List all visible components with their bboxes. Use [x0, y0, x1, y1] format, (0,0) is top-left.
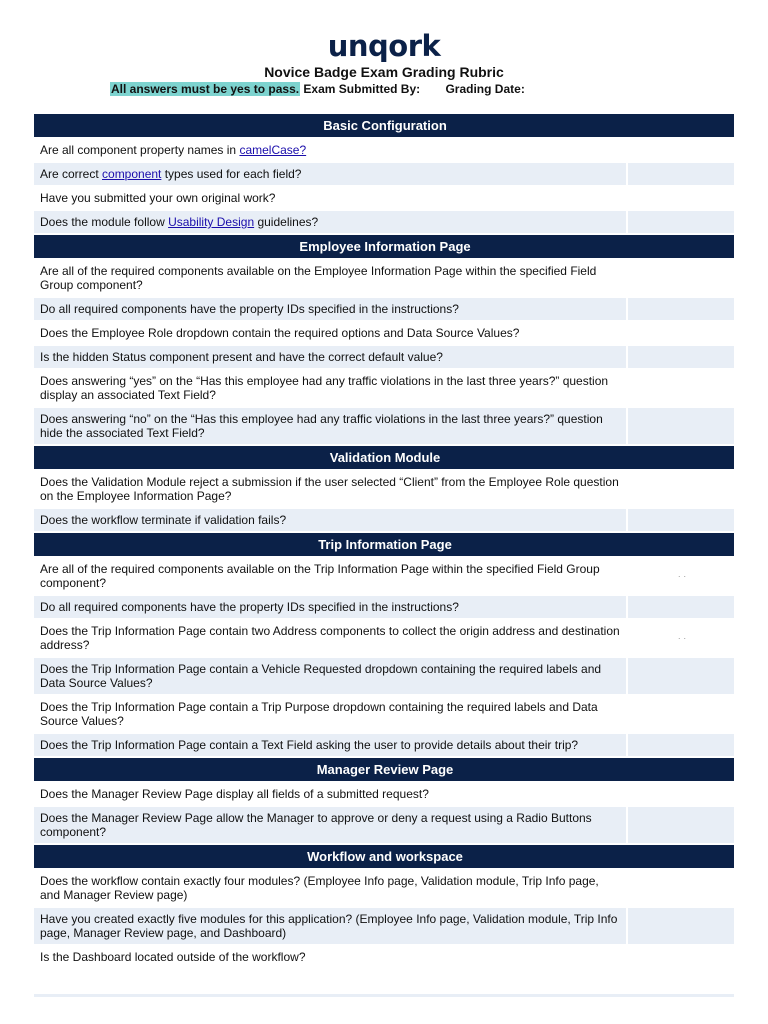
table-row: [34, 210, 734, 234]
document-title: Novice Badge Exam Grading Rubric: [264, 64, 504, 80]
answer-cell[interactable]: [627, 595, 734, 619]
question-text: Are correct component types used for each field?: [34, 162, 627, 186]
table-row: [34, 806, 734, 844]
table-row: [34, 345, 734, 369]
answer-cell[interactable]: [627, 806, 734, 844]
question-text: Does the module follow Usability Design guidelines?: [34, 210, 627, 234]
table-row: [34, 369, 734, 407]
reference-link[interactable]: camelCase?: [239, 143, 307, 157]
section-header: [34, 844, 734, 869]
answer-cell[interactable]: [627, 162, 734, 186]
answer-cell[interactable]: [627, 470, 734, 508]
table-row: [34, 508, 734, 532]
answer-cell[interactable]: [627, 695, 734, 733]
table-row: [34, 259, 734, 297]
exam-info-line: [110, 81, 525, 97]
table-row: [34, 695, 734, 733]
table-row: [34, 733, 734, 757]
section-title: Basic Configuration: [34, 114, 734, 138]
section-title: Manager Review Page: [34, 757, 734, 782]
answer-cell[interactable]: [627, 321, 734, 345]
section-header: [34, 114, 734, 138]
question-text: Does answering “yes” on the “Has this employee had any traffic violations in the last three years?” question display an associated Text Field?: [34, 369, 627, 407]
table-row: [34, 162, 734, 186]
question-text: Does the Trip Information Page contain two Address components to collect the origin address and destination address?: [34, 619, 627, 657]
pass-requirement-note: All answers must be yes to pass.: [111, 82, 300, 96]
answer-cell[interactable]: [627, 782, 734, 806]
table-row: [34, 994, 734, 997]
question-text: Does the workflow terminate if validation fails?: [34, 508, 627, 532]
question-text: Does the workflow contain exactly four modules? (Employee Info page, Validation module, Trip Info page, and Manager Review page): [34, 869, 627, 907]
question-text: Does answering “no” on the “Has this employee had any traffic violations in the last three years?” question hide the associated Text Field?: [34, 407, 627, 445]
section-title: Trip Information Page: [34, 532, 734, 557]
table-row: [34, 138, 734, 162]
answer-cell[interactable]: [627, 945, 734, 969]
answer-cell[interactable]: [627, 259, 734, 297]
table-row: [34, 557, 734, 595]
question-text: Does the Trip Information Page contain a Vehicle Requested dropdown containing the required labels and Data Source Values?: [34, 657, 627, 695]
answer-cell[interactable]: [627, 733, 734, 757]
grading-rubric-table: [34, 114, 734, 970]
submitted-by-label: Exam Submitted By:: [303, 82, 421, 96]
table-row: [34, 619, 734, 657]
answer-cell[interactable]: [627, 186, 734, 210]
table-row: [34, 186, 734, 210]
question-text: Does the Validation Module reject a submission if the user selected “Client” from the Employee Role question on the Employee Information Page?: [34, 470, 627, 508]
answer-cell[interactable]: [627, 557, 734, 595]
table-row: [34, 907, 734, 945]
table-row: [34, 869, 734, 907]
grading-date-label: Grading Date:: [445, 82, 525, 96]
question-text: Does the Trip Information Page contain a Text Field asking the user to provide details about their trip?: [34, 733, 627, 757]
question-text: Does the Manager Review Page allow the Manager to approve or deny a request using a Radio Buttons component?: [34, 806, 627, 844]
question-text: Does the Manager Review Page display all fields of a submitted request?: [34, 782, 627, 806]
answer-cell[interactable]: [627, 508, 734, 532]
answer-mark: · ·: [677, 633, 687, 643]
answer-cell[interactable]: [627, 138, 734, 162]
section-header: [34, 757, 734, 782]
answer-mark: · ·: [677, 571, 687, 581]
section-title: Workflow and workspace: [34, 844, 734, 869]
question-text: Is the Dashboard located outside of the workflow?: [34, 945, 627, 969]
table-row: [34, 595, 734, 619]
section-title: Employee Information Page: [34, 234, 734, 259]
answer-cell[interactable]: [627, 345, 734, 369]
table-row: [34, 407, 734, 445]
answer-cell[interactable]: [627, 369, 734, 407]
table-row: [34, 321, 734, 345]
question-text: Are all of the required components available on the Trip Information Page within the specified Field Group component?: [34, 557, 627, 595]
section-header: [34, 445, 734, 470]
section-title: Validation Module: [34, 445, 734, 470]
question-text: Do all required components have the property IDs specified in the instructions?: [34, 297, 627, 321]
table-row: [34, 782, 734, 806]
answer-cell[interactable]: [627, 297, 734, 321]
question-text: Does the Employee Role dropdown contain the required options and Data Source Values?: [34, 321, 627, 345]
answer-cell[interactable]: [627, 407, 734, 445]
answer-cell[interactable]: [627, 869, 734, 907]
section-header: [34, 234, 734, 259]
question-text: Have you submitted your own original work?: [34, 186, 627, 210]
reference-link[interactable]: component: [102, 167, 162, 181]
reference-link[interactable]: Usability Design: [168, 215, 255, 229]
question-text: Does the Trip Information Page contain a Trip Purpose dropdown containing the required labels and Data Source Values?: [34, 695, 627, 733]
section-header: [34, 532, 734, 557]
answer-cell[interactable]: [627, 619, 734, 657]
question-text: Are all of the required components available on the Employee Information Page within the specified Field Group component?: [34, 259, 627, 297]
table-row: [34, 945, 734, 969]
question-text: Do all required components have the property IDs specified in the instructions?: [34, 595, 627, 619]
table-row: [34, 297, 734, 321]
answer-cell[interactable]: [627, 210, 734, 234]
question-text: Have you created exactly five modules for this application? (Employee Info page, Validation module, Trip Info page, Manager Review page, and Dashboard): [34, 907, 627, 945]
question-text: Is the hidden Status component present and have the correct default value?: [34, 345, 627, 369]
table-row: [34, 657, 734, 695]
unqork-logo: unqork: [327, 29, 441, 63]
answer-cell[interactable]: [627, 907, 734, 945]
question-text: Are all component property names in camelCase?: [34, 138, 627, 162]
table-row: [34, 470, 734, 508]
answer-cell[interactable]: [627, 657, 734, 695]
